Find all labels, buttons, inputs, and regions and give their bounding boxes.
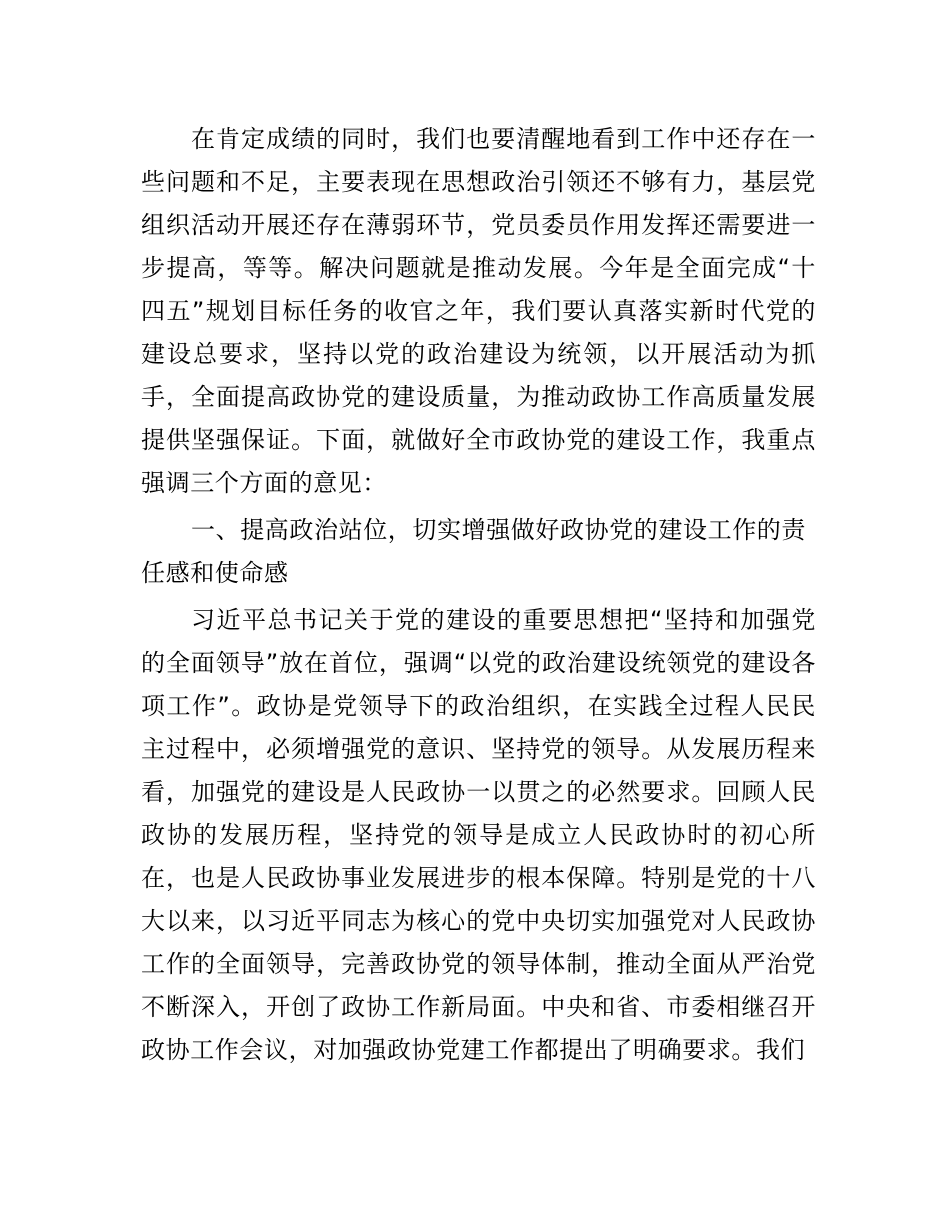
document-body (141, 118, 816, 1076)
paragraph-section-1: 习近平总书记关于党的建设的重要思想把“坚持和加强党的全面领导”放在首位，强调“以党的政治建设统领党的建设各项工作”。政协是党领导下的政治组织，在实践全过程人民民主过程中，必须增强党的意识、坚持党的领导。从发展历程来看，加强党的建设是人民政协一以贯之的必然要求。回顾人民政协的发展历程，坚持党的领导是成立人民政协时的初心所在，也是人民政协事业发展进步的根本保障。特别是党的十八大以来，以习近平同志为核心的党中央切实加强党对人民政协工作的全面领导，完善政协党的领导体制，推动全面从严治党不断深入，开创了政协工作新局面。中央和省、市委相继召开政协工作会议，对加强政协党建工作都提出了明确要求。我们 (141, 606, 816, 1064)
paragraph-intro: 在肯定成绩的同时，我们也要清醒地看到工作中还存在一些问题和不足，主要表现在思想政治引领还不够有力，基层党组织活动开展还存在薄弱环节，党员委员作用发挥还需要进一步提高，等等。解决问题就是推动发展。今年是全面完成“十四五”规划目标任务的收官之年，我们要认真落实新时代党的建设总要求，坚持以党的政治建设为统领，以开展活动为抓手，全面提高政协党的建设质量，为推动政协工作高质量发展提供坚强保证。下面，就做好全市政协党的建设工作，我重点强调三个方面的意见： (141, 125, 816, 497)
section-heading-1: 一、提高政治站位，切实增强做好政协党的建设工作的责任感和使命感 (141, 516, 806, 587)
